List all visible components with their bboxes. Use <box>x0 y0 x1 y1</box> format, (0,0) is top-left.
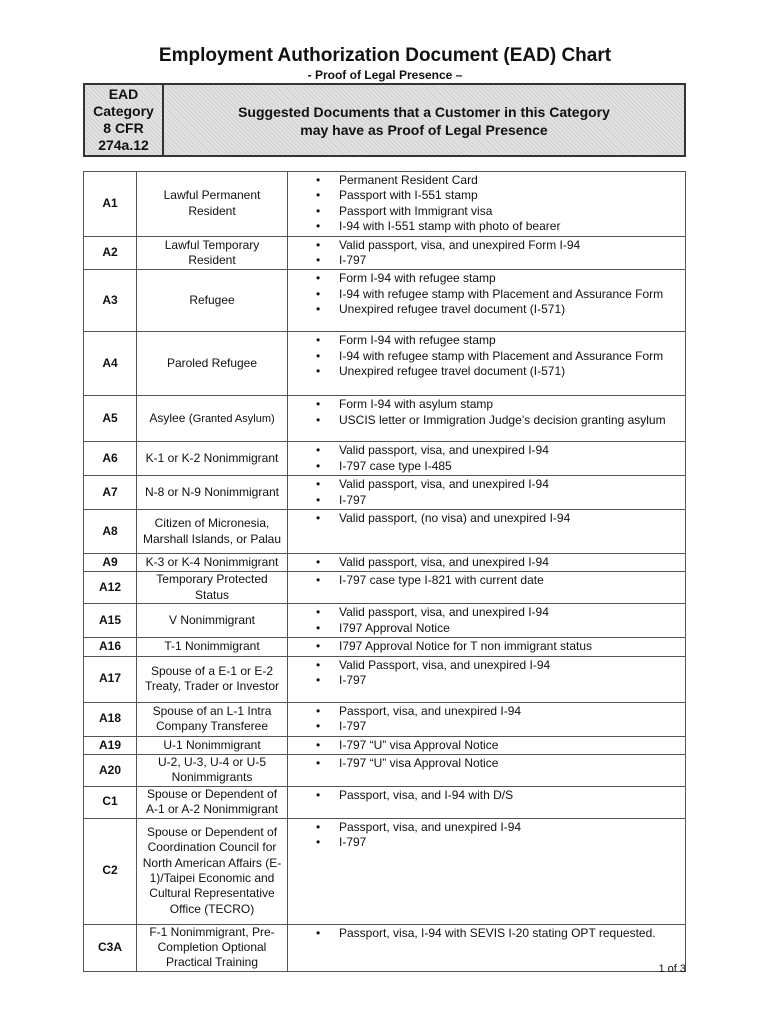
document-list <box>288 738 681 753</box>
category-description-text: Asylee ( <box>149 410 193 425</box>
category-description <box>137 172 288 237</box>
document-list-item: • USCIS letter or Immigration Judge’s decision granting asylum <box>288 413 681 428</box>
category-description-text: Spouse or Dependent of A-1 or A-2 Nonimmigrant <box>145 786 279 817</box>
document-list-item: • I-797 <box>288 835 681 850</box>
table-row <box>84 172 686 237</box>
table-row <box>84 818 686 924</box>
document-list-item: • Passport with Immigrant visa <box>288 204 681 219</box>
document-list-item: • I-94 with refugee stamp with Placement and Assurance Form <box>288 349 681 364</box>
suggested-documents <box>288 818 686 924</box>
suggested-documents <box>288 236 686 270</box>
document-list-item: • Unexpired refugee travel document (I-571) <box>288 364 681 379</box>
category-description <box>137 442 288 476</box>
table-row <box>84 270 686 332</box>
document-list-item: • I-797 <box>288 253 681 268</box>
document-list-item: • I-94 with I-551 stamp with photo of bearer <box>288 219 681 234</box>
table-row <box>84 236 686 270</box>
category-code: A17 <box>84 656 137 702</box>
document-list-item: • Form I-94 with asylum stamp <box>288 397 681 412</box>
category-code: A18 <box>84 702 137 736</box>
document-list-item: • I797 Approval Notice for T non immigrant status <box>288 639 681 654</box>
document-list <box>288 639 681 654</box>
suggested-documents <box>288 604 686 638</box>
document-list <box>288 443 681 474</box>
table-row <box>84 396 686 442</box>
suggested-documents <box>288 476 686 510</box>
document-list <box>288 573 681 588</box>
category-description-text: T-1 Nonimmigrant <box>164 639 260 654</box>
document-list <box>288 788 681 803</box>
table-row <box>84 510 686 554</box>
suggested-documents <box>288 736 686 754</box>
suggested-documents <box>288 572 686 604</box>
document-list <box>288 820 681 851</box>
document-list-item: • Valid passport, visa, and unexpired I-94 <box>288 555 681 570</box>
document-list-item: • Passport with I-551 stamp <box>288 188 681 203</box>
category-code: A7 <box>84 476 137 510</box>
document-list-item: • Valid passport, visa, and unexpired I-94 <box>288 443 681 458</box>
documents-column-header: Suggested Documents that a Customer in this Category may have as Proof of Legal Presence <box>238 104 610 138</box>
category-description-text: F-1 Nonimmigrant, Pre-Completion Optional Practical Training <box>149 924 275 970</box>
document-list-item: • Form I-94 with refugee stamp <box>288 271 681 286</box>
category-description-text: U-1 Nonimmigrant <box>163 737 261 752</box>
category-code: A19 <box>84 736 137 754</box>
category-description-text: Spouse of an L-1 Intra Company Transferee <box>152 703 272 734</box>
suggested-documents <box>288 786 686 818</box>
document-list-item: • Form I-94 with refugee stamp <box>288 333 681 348</box>
document-list-item: • Passport, visa, I-94 with SEVIS I-20 stating OPT requested. <box>288 926 681 941</box>
document-list-item: • I-94 with refugee stamp with Placement and Assurance Form <box>288 287 681 302</box>
category-description <box>137 332 288 396</box>
category-column-header: EAD Category 8 CFR 274a.12 <box>85 85 164 155</box>
category-description <box>137 786 288 818</box>
category-code: A16 <box>84 638 137 656</box>
category-description-text: K-1 or K-2 Nonimmigrant <box>145 451 279 466</box>
suggested-documents <box>288 924 686 971</box>
document-list-item: • I-797 <box>288 673 681 688</box>
document-list-item: • I797 Approval Notice <box>288 621 681 636</box>
document-subtitle: - Proof of Legal Presence – <box>307 68 463 82</box>
category-description-text: Paroled Refugee <box>166 356 258 371</box>
document-list-item: • I-797 “U” visa Approval Notice <box>288 756 681 771</box>
category-code: C2 <box>84 818 137 924</box>
document-list <box>288 555 681 570</box>
suggested-documents <box>288 754 686 786</box>
category-description <box>137 572 288 604</box>
table-row <box>84 638 686 656</box>
category-description-text: Citizen of Micronesia, Marshall Islands, or Palau <box>142 516 282 546</box>
document-list-item: • I-797 <box>288 493 681 508</box>
table-row <box>84 604 686 638</box>
table-row <box>84 924 686 971</box>
category-description <box>137 702 288 736</box>
category-description <box>137 510 288 554</box>
category-description-text: Lawful Permanent Resident <box>163 188 261 218</box>
document-list <box>288 704 681 735</box>
category-description <box>137 656 288 702</box>
suggested-documents <box>288 172 686 237</box>
table-row <box>84 656 686 702</box>
category-code: A8 <box>84 510 137 554</box>
suggested-documents <box>288 554 686 572</box>
category-description <box>137 476 288 510</box>
category-description-text: K-3 or K-4 Nonimmigrant <box>145 555 279 570</box>
category-code: A12 <box>84 572 137 604</box>
page-number: 1 of 3 <box>658 963 686 975</box>
table-row <box>84 476 686 510</box>
category-description-text: Refugee <box>189 293 235 308</box>
category-description-text: Spouse or Dependent of Coordination Council for North American Affairs (E-1)/Taipei Economic and Cultural Representative Office (TECRO) <box>142 824 282 916</box>
suggested-documents <box>288 396 686 442</box>
document-list <box>288 333 681 379</box>
document-list <box>288 511 681 526</box>
table-row <box>84 332 686 396</box>
category-description-note: Granted Asylum) <box>192 412 275 425</box>
category-code: A15 <box>84 604 137 638</box>
document-list-item: • Valid passport, visa, and unexpired I-94 <box>288 605 681 620</box>
document-list <box>288 238 681 269</box>
table-row <box>84 442 686 476</box>
category-description <box>137 754 288 786</box>
table-row <box>84 702 686 736</box>
category-code: A5 <box>84 396 137 442</box>
category-code: A6 <box>84 442 137 476</box>
category-description-text: V Nonimmigrant <box>168 613 256 628</box>
suggested-documents <box>288 656 686 702</box>
category-code: A4 <box>84 332 137 396</box>
table-row <box>84 572 686 604</box>
document-list <box>288 926 681 941</box>
document-list <box>288 271 681 317</box>
document-list <box>288 658 681 689</box>
document-list <box>288 605 681 636</box>
suggested-documents <box>288 638 686 656</box>
document-list-item: • Valid passport, visa, and unexpired Form I-94 <box>288 238 681 253</box>
category-description-text: Temporary Protected Status <box>156 572 268 602</box>
category-description <box>137 554 288 572</box>
document-list-item: • I-797 “U” visa Approval Notice <box>288 738 681 753</box>
document-list-item: • Passport, visa, and I-94 with D/S <box>288 788 681 803</box>
ead-table <box>83 171 686 972</box>
document-list-item: • I-797 <box>288 719 681 734</box>
suggested-documents <box>288 442 686 476</box>
table-row <box>84 754 686 786</box>
suggested-documents <box>288 332 686 396</box>
category-description <box>137 638 288 656</box>
table-row <box>84 786 686 818</box>
document-list-item: • Valid Passport, visa, and unexpired I-94 <box>288 658 681 673</box>
category-description <box>137 818 288 924</box>
document-list-item: • I-797 case type I-485 <box>288 459 681 474</box>
category-code: A2 <box>84 236 137 270</box>
category-description <box>137 236 288 270</box>
suggested-documents <box>288 270 686 332</box>
category-description-text: Spouse of a E-1 or E-2 Treaty, Trader or Investor <box>144 663 280 694</box>
category-code: A20 <box>84 754 137 786</box>
document-list <box>288 397 681 428</box>
document-list <box>288 173 681 235</box>
table-row <box>84 736 686 754</box>
category-code: C1 <box>84 786 137 818</box>
category-code: A9 <box>84 554 137 572</box>
category-description-text: N-8 or N-9 Nonimmigrant <box>144 484 280 499</box>
suggested-documents <box>288 510 686 554</box>
document-list-item: • Valid passport, visa, and unexpired I-94 <box>288 477 681 492</box>
document-list-item: • Passport, visa, and unexpired I-94 <box>288 704 681 719</box>
table-row <box>84 554 686 572</box>
document-list-item: • Passport, visa, and unexpired I-94 <box>288 820 681 835</box>
document-list-item: • Permanent Resident Card <box>288 173 681 188</box>
category-description-text: Lawful Temporary Resident <box>164 237 260 268</box>
document-title: Employment Authorization Document (EAD) Chart <box>158 45 612 66</box>
category-description <box>137 270 288 332</box>
category-description <box>137 396 288 442</box>
category-description <box>137 604 288 638</box>
category-code: A3 <box>84 270 137 332</box>
document-list-item: • I-797 case type I-821 with current date <box>288 573 681 588</box>
category-code: A1 <box>84 172 137 237</box>
table-header <box>83 83 686 157</box>
document-list-item: • Valid passport, (no visa) and unexpired I-94 <box>288 511 681 526</box>
document-list-item: • Unexpired refugee travel document (I-571) <box>288 302 681 317</box>
category-description <box>137 924 288 971</box>
document-list <box>288 477 681 508</box>
category-description-text: U-2, U-3, U-4 or U-5 Nonimmigrants <box>157 754 267 785</box>
suggested-documents <box>288 702 686 736</box>
document-list <box>288 756 681 771</box>
category-description <box>137 736 288 754</box>
category-code: C3A <box>84 924 137 971</box>
